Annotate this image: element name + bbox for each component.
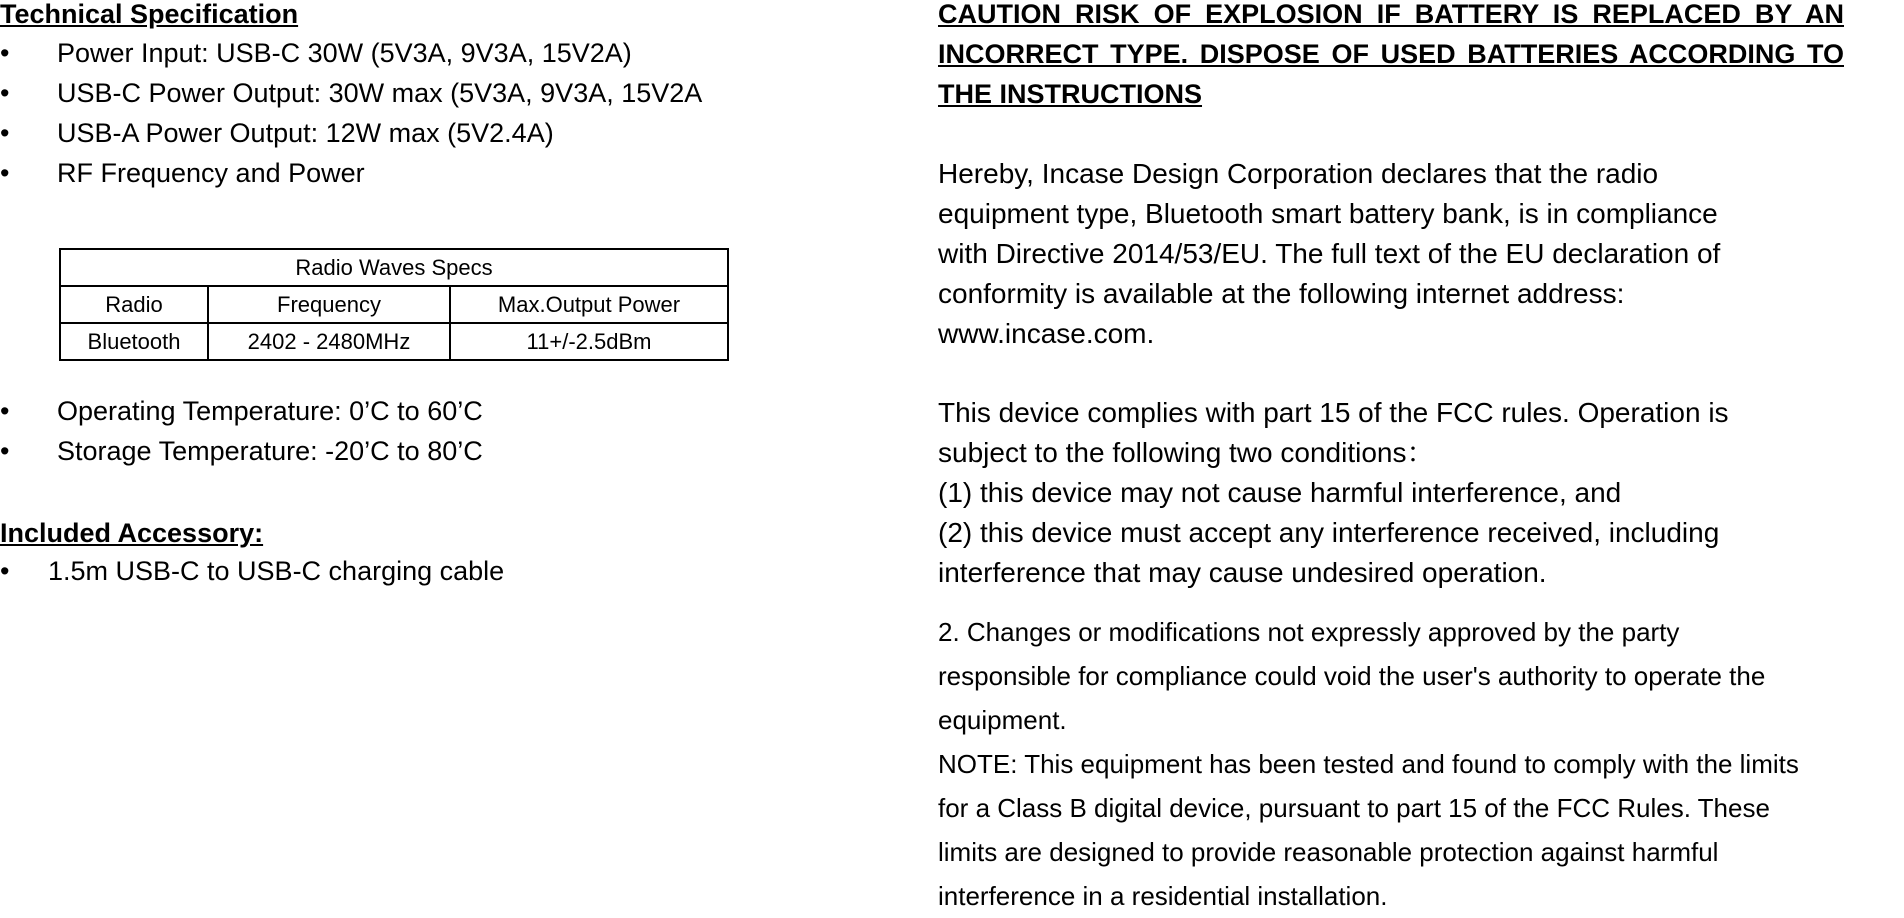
- table-title-row: [60, 249, 728, 286]
- radio-waves-specs-table: [59, 248, 729, 361]
- table-header-max-output-power: Max.Output Power: [450, 286, 728, 323]
- table-cell-power: 11+/-2.5dBm: [450, 323, 728, 360]
- table-header-radio: Radio: [60, 286, 208, 323]
- tech-spec-heading: Technical Specification: [0, 0, 299, 29]
- fcc-conditions-paragraph: This device complies with part 15 of the FCC rules. Operation is subject to the following two conditions： (1) this device may not cause harmful interference, and (2) this device must accept any interference received, including interference that may cause undesired operation.: [938, 397, 1729, 588]
- caution-battery-warning: CAUTION RISK OF EXPLOSION IF BATTERY IS REPLACED BY AN INCORRECT TYPE. DISPOSE OF USED BATTERIES ACCORDING TO THE INSTRUCTIONS: [938, 0, 1844, 109]
- eu-declaration-paragraph: Hereby, Incase Design Corporation declares that the radio equipment type, Bluetooth smart battery bank, is in compliance with Directive 2014/53/EU. The full text of the EU declaration of conformity is available at the following internet address: www.incase.com.: [938, 158, 1721, 349]
- table-cell-radio: Bluetooth: [60, 323, 208, 360]
- fcc-changes-notice: 2. Changes or modifications not expressly approved by the party responsible for compliance could void the user's authority to operate the equipment.: [938, 617, 1766, 735]
- included-accessory-heading: Included Accessory:: [0, 518, 264, 548]
- table-row: [60, 323, 728, 360]
- table-cell-frequency: 2402 - 2480MHz: [208, 323, 450, 360]
- table-header-frequency: Frequency: [208, 286, 450, 323]
- table-header-row: [60, 286, 728, 323]
- fcc-class-b-note: NOTE: This equipment has been tested and found to comply with the limits for a Class B digital device, pursuant to part 15 of the FCC Rules. These limits are designed to provide reasonable protection against harmful interference in a residential installation.: [938, 749, 1799, 911]
- table-title: Radio Waves Specs: [60, 249, 728, 286]
